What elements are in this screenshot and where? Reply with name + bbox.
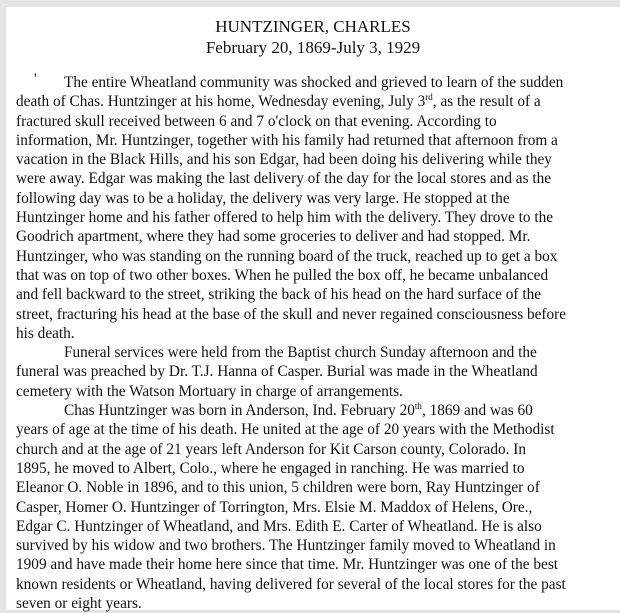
text-line: cemetery with the Watson Mortuary in charge of arrangements.	[16, 382, 403, 400]
stray-mark: '	[34, 71, 37, 87]
text-line: his death.	[16, 324, 75, 342]
text-line: Casper, Homer O. Huntzinger of Torrington, Mrs. Elsie M. Maddox of Helens, Ore.,	[16, 498, 533, 516]
text-line: known residents or Wheatland, having delivered for several of the local stores for the past	[16, 575, 566, 593]
text-line: The entire Wheatland community was shocked and grieved to learn of the sudden	[64, 74, 564, 91]
text-line: funeral was preached by Dr. T.J. Hanna of Casper. Burial was made in the Wheatland	[16, 363, 538, 381]
text-line: Funeral services were held from the Baptist church Sunday afternoon and the	[64, 344, 537, 362]
text-line: Edgar C. Huntzinger of Wheatland, and Mrs. Edith E. Carter of Wheatland. He is also	[16, 517, 542, 535]
text-line: that was on top of two other boxes. When he pulled the box off, he became unbalanced	[16, 266, 549, 284]
obituary-title: HUNTZINGER, CHARLES	[215, 17, 411, 36]
text-line: information, Mr. Huntzinger, together with his family had returned that afternoon from a	[16, 131, 558, 149]
text-line: seven or eight years.	[16, 595, 142, 613]
text-line: and fell backward to the street, striking the back of his head on the hard surface of the	[16, 286, 542, 304]
obituary-body	[16, 73, 606, 613]
paragraph	[16, 401, 606, 613]
text-line: Goodrich apartment, where they had some groceries to deliver and had stopped. Mr.	[16, 228, 531, 246]
paragraph	[16, 73, 606, 343]
text-line: vacation in the Black Hills, and his son Edgar, had been doing his delivering while they	[16, 151, 552, 169]
text-line: Chas Huntzinger was born in Anderson, Ind. February 20th, 1869 and was 60	[64, 400, 533, 420]
text-line: following day was to be a holiday, the delivery was very large. He stopped at the	[16, 189, 510, 207]
obituary-dates: February 20, 1869-July 3, 1929	[205, 38, 421, 57]
text-line: church and at the age of 21 years left Anderson for Kit Carson county, Colorado. In	[16, 440, 527, 458]
text-line: death of Chas. Huntzinger at his home, Wednesday evening, July 3rd, as the result of a	[16, 92, 541, 111]
document-page	[6, 7, 620, 613]
text-line: Huntzinger, who was standing on the running board of the truck, reached up to get a box	[16, 247, 558, 265]
text-line: street, fracturing his head at the base of the skull and never regained consciousness before	[16, 305, 567, 323]
text-line: 1909 and have made their home here since that time. Mr. Huntzinger was one of the best	[16, 556, 559, 574]
text-line: years of age at the time of his death. He united at the age of 20 years with the Methodist	[16, 421, 555, 439]
text-line: 1895, he moved to Albert, Colo., where he engaged in ranching. He was married to	[16, 459, 525, 477]
paragraph	[16, 343, 606, 401]
text-line: Huntzinger home and his father offered to help him with the delivery. They drove to the	[16, 209, 554, 227]
text-line: survived by his widow and two brothers. The Huntzinger family moved to Wheatland in	[16, 537, 556, 555]
text-line: were away. Edgar was making the last delivery of the day for the local stores and as the	[16, 170, 552, 188]
text-line: fractured skull received between 6 and 7 o'clock on that evening. According to	[16, 112, 497, 130]
text-line: Eleanor O. Noble in 1896, and to this union, 5 children were born, Ray Huntzinger of	[16, 479, 540, 497]
